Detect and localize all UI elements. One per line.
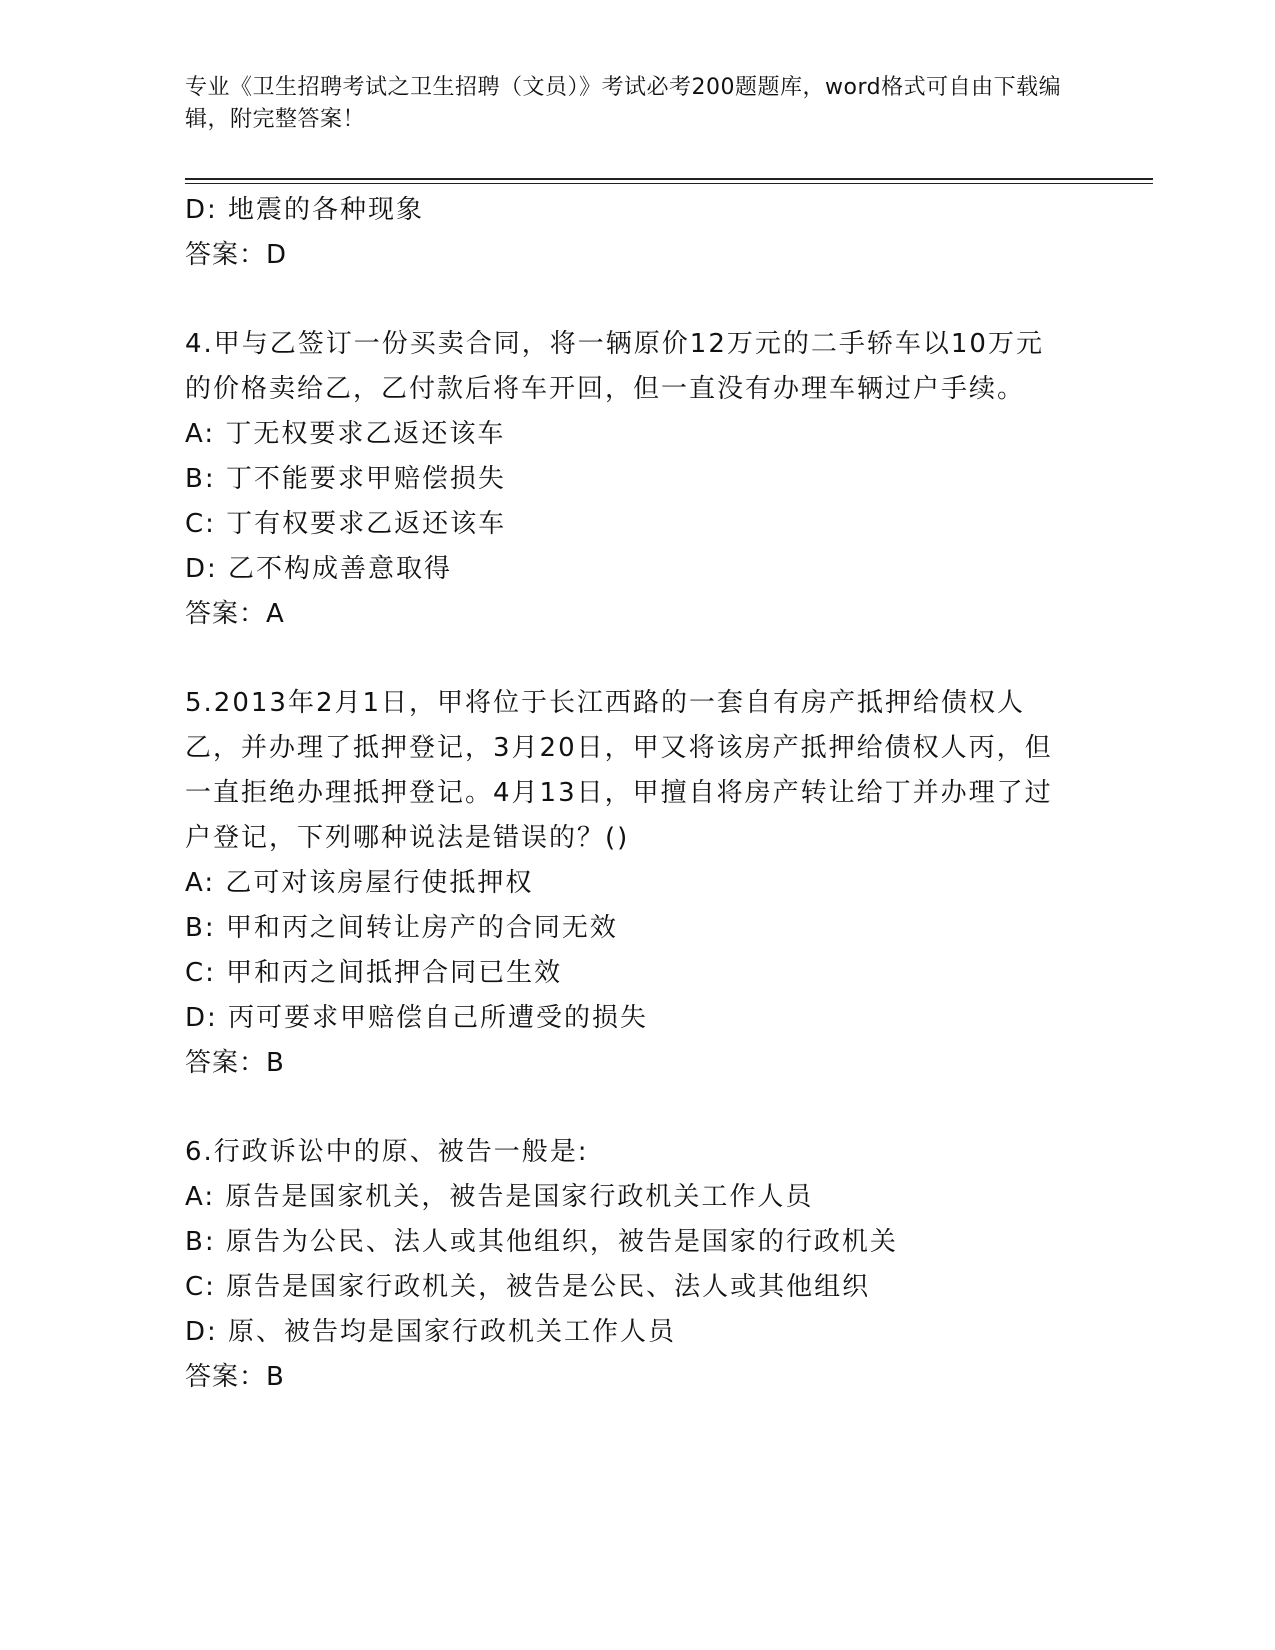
question-6-text: 6.行政诉讼中的原、被告一般是: bbox=[185, 1137, 589, 1167]
question-3-answer: 答案：D bbox=[185, 240, 288, 270]
question-6-option-d: D: 原、被告均是国家行政机关工作人员 bbox=[185, 1317, 677, 1347]
question-3-option-d: D: 地震的各种现象 bbox=[185, 195, 425, 225]
document-header: 专业《卫生招聘考试之卫生招聘（文员）》考试必考200题题库，word格式可自由下载编辑，附完整答案！ bbox=[185, 75, 1062, 132]
question-4-option-d: D: 乙不构成善意取得 bbox=[185, 554, 453, 584]
question-4-option-b: B: 丁不能要求甲赔偿损失 bbox=[185, 464, 506, 494]
question-5-option-b: B: 甲和丙之间转让房产的合同无效 bbox=[185, 913, 618, 943]
question-4 bbox=[185, 322, 1065, 637]
question-5-option-c: C: 甲和丙之间抵押合同已生效 bbox=[185, 958, 563, 988]
question-6-option-b: B: 原告为公民、法人或其他组织，被告是国家的行政机关 bbox=[185, 1227, 898, 1257]
question-6-answer: 答案：B bbox=[185, 1362, 285, 1392]
question-6-option-a: A: 原告是国家机关，被告是国家行政机关工作人员 bbox=[185, 1182, 814, 1212]
question-4-option-c: C: 丁有权要求乙返还该车 bbox=[185, 509, 507, 539]
document-body bbox=[185, 188, 1065, 1400]
spacer bbox=[185, 637, 1065, 681]
question-5 bbox=[185, 681, 1065, 1086]
spacer bbox=[185, 1086, 1065, 1130]
question-4-text: 4.甲与乙签订一份买卖合同，将一辆原价12万元的二手轿车以10万元的价格卖给乙，乙付款后将车开回，但一直没有办理车辆过户手续。 bbox=[185, 329, 1044, 404]
spacer bbox=[185, 278, 1065, 322]
question-5-text: 5.2013年2月1日，甲将位于长江西路的一套自有房产抵押给债权人乙，并办理了抵押登记，3月20日，甲又将该房产抵押给债权人丙，但一直拒绝办理抵押登记。4月13日，甲擅自将房产转让给丁并办理了过户登记，下列哪种说法是错误的？() bbox=[185, 688, 1053, 853]
question-6 bbox=[185, 1130, 1065, 1400]
header-divider-thin bbox=[185, 183, 1153, 184]
question-5-answer: 答案：B bbox=[185, 1048, 285, 1078]
question-5-option-a: A: 乙可对该房屋行使抵押权 bbox=[185, 868, 534, 898]
question-4-answer: 答案：A bbox=[185, 599, 285, 629]
question-5-option-d: D: 丙可要求甲赔偿自己所遭受的损失 bbox=[185, 1003, 649, 1033]
question-6-option-c: C: 原告是国家行政机关，被告是公民、法人或其他组织 bbox=[185, 1272, 871, 1302]
question-4-option-a: A: 丁无权要求乙返还该车 bbox=[185, 419, 506, 449]
header-divider-thick bbox=[185, 178, 1153, 180]
